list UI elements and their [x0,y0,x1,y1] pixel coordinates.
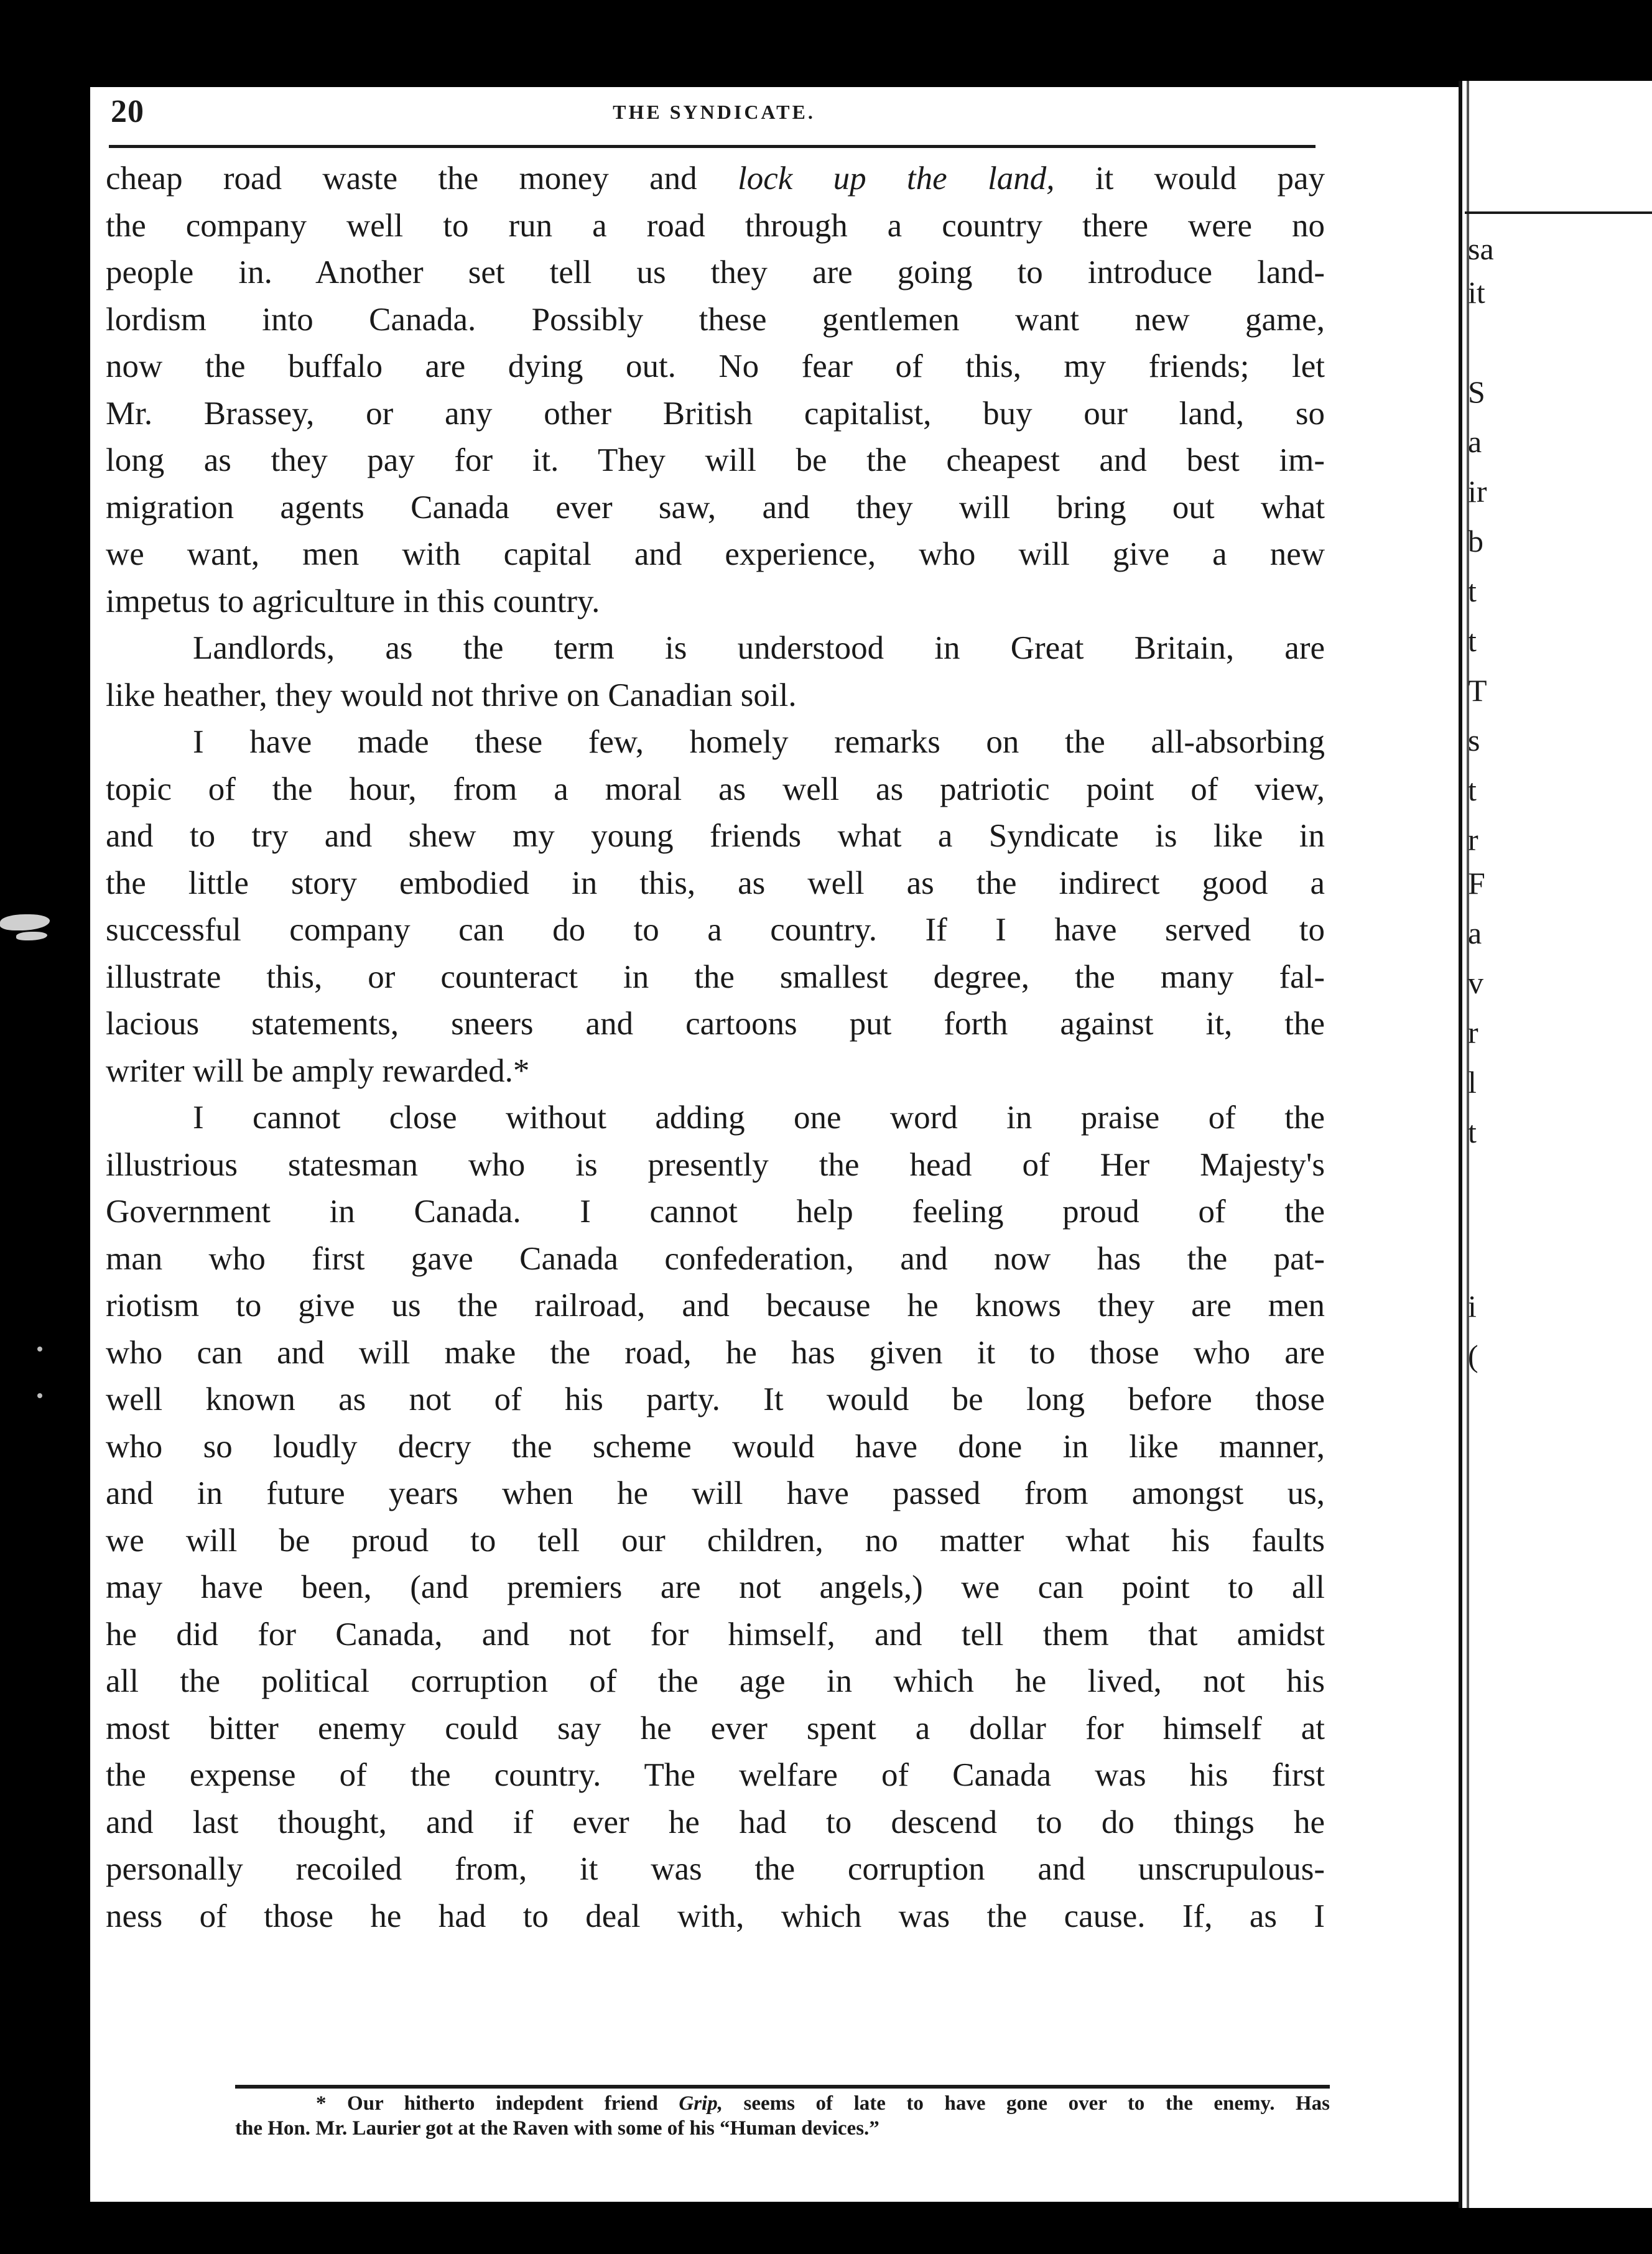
text-line: illustrious statesman who is presently the head of Her Majesty's [106,1146,1325,1183]
text-line: illustrate this, or counteract in the smallest degree, the many fal- [106,958,1325,995]
text-line: personally recoiled from, it was the corruption and unscrupulous- [106,1851,1325,1887]
text-line: Government in Canada. I cannot help feeling proud of the [106,1194,1325,1230]
text-line: we will be proud to tell our children, no matter what his faults [106,1522,1325,1559]
text-line: cheap road waste the money and lock up the land, it would pay [106,160,1325,197]
footnote-line: * Our hitherto indepdent friend Grip, seems of late to have gone over to the enemy. Has [316,2092,1330,2115]
paragraph-start-line: Landlords, as the term is understood in Great Britain, are [193,630,1325,666]
adjacent-page-fragment: ( [1468,1338,1478,1373]
text-line: and last thought, and if ever he had to descend to do things he [106,1804,1325,1840]
adjacent-page-fragment: T [1468,673,1487,708]
italic-phrase: lock up the land, [737,160,1055,197]
text-line: the little story embodied in this, as well as the indirect good a [106,865,1325,901]
text-line: most bitter enemy could say he ever spent a dollar for himself at [106,1710,1325,1746]
text-line: like heather, they would not thrive on Canadian soil. [106,677,797,713]
text-line: and in future years when he will have passed from amongst us, [106,1475,1325,1511]
running-head [111,93,1317,137]
text-line: the expense of the country. The welfare of Canada was his first [106,1757,1325,1793]
adjacent-page-fragment: b [1468,524,1483,559]
adjacent-page-fragment: sa [1468,231,1494,266]
text-line: ness of those he had to deal with, which was the cause. If, as I [106,1898,1325,1934]
text-line: people in. Another set tell us they are going to introduce land- [106,254,1325,290]
paragraph-start-line: I cannot close without adding one word in praise of the [193,1100,1325,1136]
adjacent-page-fragment: it [1468,275,1485,310]
header-rule [109,145,1316,148]
text-line: long as they pay for it. They will be the cheapest and best im- [106,442,1325,478]
text-line: who can and will make the road, he has given it to those who are [106,1334,1325,1371]
text-line: topic of the hour, from a moral as well as patriotic point of view, [106,771,1325,807]
adjacent-page-fragment: i [1468,1289,1477,1324]
scan-edge-mark [0,914,50,930]
adjacent-page-fragment: F [1468,866,1485,901]
text-line: may have been, (and premiers are not angels,) we can point to all [106,1569,1325,1605]
text-line: the company well to run a road through a country there were no [106,207,1325,244]
text-line: writer will be amply rewarded.* [106,1052,530,1089]
body-text [106,155,1325,1940]
text-line: Mr. Brassey, or any other British capitalist, buy our land, so [106,395,1325,432]
scan-speck [37,1393,42,1398]
adjacent-page-fragment: l [1468,1065,1477,1100]
text-line: lordism into Canada. Possibly these gentlemen want new game, [106,301,1325,338]
text-line: migration agents Canada ever saw, and they will bring out what [106,489,1325,526]
adjacent-page-fragment: t [1468,573,1477,608]
paragraph-start-line: I have made these few, homely remarks on the all-absorbing [193,724,1325,760]
text-line: riotism to give us the railroad, and because he knows they are men [106,1287,1325,1324]
italic-name: Grip, [679,2092,723,2115]
scan-speck [37,1347,42,1352]
text-line: man who first gave Canada confederation, and now has the pat- [106,1240,1325,1277]
text-line: successful company can do to a country. If I have served to [106,912,1325,948]
footnote [235,2091,1330,2141]
adjacent-page [1460,81,1652,2208]
adjacent-page-fragment: t [1468,623,1477,658]
adjacent-page-rule [1465,211,1652,214]
adjacent-page-fragment: t [1468,772,1477,807]
text-line: well known as not of his party. It would be long before those [106,1381,1325,1417]
adjacent-page-fragment: v [1468,965,1483,1000]
page-number: 20 [111,94,144,129]
adjacent-page-fragment: r [1468,1015,1478,1050]
text-line: lacious statements, sneers and cartoons put forth against it, the [106,1006,1325,1042]
footnote-line: the Hon. Mr. Laurier got at the Raven with some of his “Human devices.” [235,2117,879,2140]
footnote-rule [235,2085,1330,2089]
adjacent-page-fragment: a [1468,916,1482,950]
text-line: we want, men with capital and experience, who will give a new [106,536,1325,572]
text-line: all the political corruption of the age in which he lived, not his [106,1663,1325,1699]
adjacent-page-fragment: r [1468,822,1478,857]
scan-edge-mark [16,932,47,940]
adjacent-page-fragment: t [1468,1115,1477,1149]
running-title: THE SYNDICATE. [613,101,815,123]
text-line: who so loudly decry the scheme would have done in like manner, [106,1428,1325,1465]
text-line: impetus to agriculture in this country. [106,583,600,619]
text-line: now the buffalo are dying out. No fear of this, my friends; let [106,348,1325,384]
adjacent-page-fragment: S [1468,374,1485,409]
page-fold-shadow [1459,81,1462,2208]
adjacent-page-fragment: a [1468,424,1482,459]
adjacent-page-fragment: s [1468,723,1480,758]
text-line: and to try and shew my young friends what a Syndicate is like in [106,818,1325,854]
adjacent-page-fragment: ir [1468,474,1487,509]
text-line: he did for Canada, and not for himself, and tell them that amidst [106,1616,1325,1653]
